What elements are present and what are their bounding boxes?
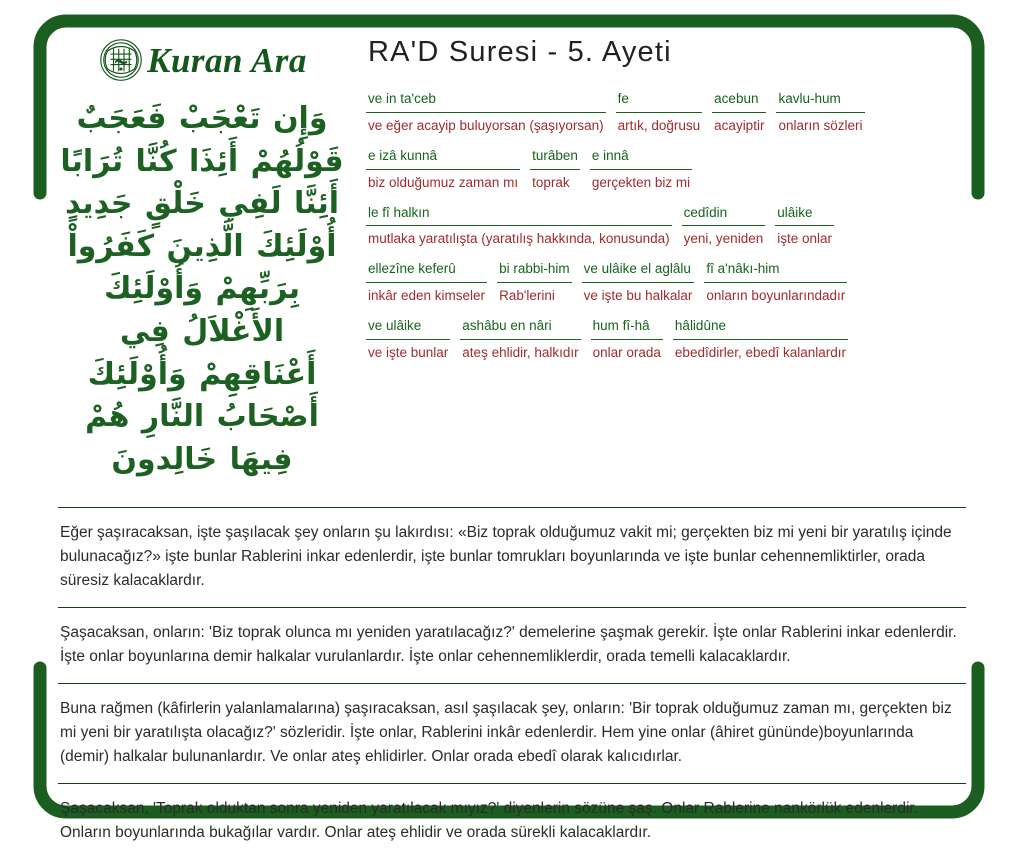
word-meaning: onlar orada [592, 344, 661, 360]
word-cell[interactable] [682, 205, 766, 249]
word-meaning: ateş ehlidir, halkıdır [462, 344, 579, 360]
word-transliteration: fe [616, 91, 703, 113]
arabic-verse-text: وَإِن تَعْجَبْ فَعَجَبٌ قَوْلُهُمْ أَئِذَا كُنَّا تُرَابًا أَئِنَّا لَفِي خَلْقٍ جَدِيدٍ أُوْلَئِكَ الَّذِينَ كَفَرُواْ بِرَبِّهِمْ وَأُوْلَئِكَ الأَغْلاَلُ فِي أَعْنَاقِهِمْ وَأُوْلَئِكَ أَصْحَابُ النَّارِ هُمْ فِيهَا خَالِدونَ [60, 101, 344, 477]
word-transliteration: ve in ta'ceb [366, 91, 606, 113]
word-cell[interactable] [591, 318, 663, 362]
word-by-word-table [366, 91, 972, 362]
word-cell[interactable] [582, 261, 695, 305]
word-cell[interactable] [712, 91, 766, 135]
word-row [366, 205, 972, 249]
word-transliteration: acebun [712, 91, 766, 113]
word-cell[interactable] [366, 205, 672, 249]
word-transliteration: ashâbu en nâri [460, 318, 580, 340]
translation-item [58, 783, 966, 851]
site-logo[interactable] [52, 34, 352, 86]
word-transliteration: e izâ kunnâ [366, 148, 520, 170]
word-meaning: acayiptir [714, 117, 765, 133]
translation-item [58, 607, 966, 683]
word-transliteration: e innâ [590, 148, 692, 170]
word-transliteration: fî a'nâkı-him [704, 261, 847, 283]
word-transliteration: cedîdin [682, 205, 766, 227]
word-transliteration: kavlu-hum [776, 91, 864, 113]
word-meaning: inkâr eden kimseler [368, 288, 486, 304]
word-cell[interactable] [590, 148, 692, 192]
word-transliteration: turâben [530, 148, 580, 170]
word-transliteration: hâlidûne [673, 318, 848, 340]
translation-text: Şaşacaksan, onların: 'Biz toprak olunca mı yeniden yaratılacağız?' demelerine şaşmak gerekir. İşte onlar Rablerini inkar edenlerdir. İşte onlar boyunlarına demir halkalar vurulanlardır. İşte onlar cehennemliklerdir, orada temelli kalacaklardır. [60, 624, 957, 666]
word-cell[interactable] [775, 205, 834, 249]
word-transliteration: ve ulâike el aglâlu [582, 261, 695, 283]
word-cell[interactable] [366, 148, 520, 192]
word-row [366, 148, 972, 192]
page-title: RA'D Suresi - 5. Ayeti [368, 36, 672, 68]
word-row [366, 318, 972, 362]
word-meaning: ebedîdirler, ebedî kalanlardır [674, 344, 847, 360]
word-meaning: ve işte bunlar [368, 344, 449, 360]
word-meaning: işte onlar [777, 231, 832, 247]
word-meaning: artık, doğrusu [617, 117, 701, 133]
word-row [366, 91, 972, 135]
word-meaning: Rab'lerini [499, 288, 555, 304]
translation-text: Şaşacaksan, 'Toprak olduktan sonra yeniden yaratılacak mıyız?' diyenlerin sözüne şaş. Onlar Rablerine nankörlük edenlerdir. Onların boyunlarında bukağılar vardır. Onlar ateş ehlidir ve orada sürekli kalacaklardır. [60, 800, 919, 842]
word-transliteration: hum fî-hâ [591, 318, 663, 340]
word-cell[interactable] [776, 91, 864, 135]
word-cell[interactable] [616, 91, 703, 135]
word-meaning: yeni, yeniden [683, 231, 764, 247]
word-cell[interactable] [704, 261, 847, 305]
word-meaning: onların boyunlarındadır [706, 288, 846, 304]
word-cell[interactable] [530, 148, 580, 192]
word-meaning: gerçekten biz mi [591, 174, 691, 190]
word-transliteration: ellezîne keferû [366, 261, 487, 283]
word-cell[interactable] [673, 318, 848, 362]
word-row [366, 261, 972, 305]
word-meaning: ve eğer acayip buluyorsan (şaşıyorsan) [368, 117, 604, 133]
detail-column [352, 26, 972, 375]
word-meaning: toprak [532, 174, 570, 190]
translation-item [58, 507, 966, 607]
top-region [52, 26, 972, 481]
site-logo-text: Kuran Ara [147, 40, 307, 80]
word-cell[interactable] [366, 318, 450, 362]
translation-text: Buna rağmen (kâfirlerin yalanlamalarına) şaşıracaksan, asıl şaşılacak şey, onların: 'Bir toprak olduğumuz zaman mı, gerçekten biz mi yeni bir yaratılışta olacağız?' sözleridir. İşte onlar, Rablerini inkâr edenlerdir. Hem yine onlar (âhiret gününde)boyunlarında (demir) halkalar bulunanlardır. Ve onlar ateş ehlidirler. Onlar orada ebedî olarak kalıcıdırlar. [60, 700, 952, 766]
word-transliteration: le fî halkın [366, 205, 672, 227]
word-cell[interactable] [460, 318, 580, 362]
word-cell[interactable] [497, 261, 572, 305]
translation-text: Eğer şaşıracaksan, işte şaşılacak şey onların şu lakırdısı: «Biz toprak olduğumuz vakit mi; gerçekten biz mi yeni bir yaratılış içinde bulunacağız?» işte bunlar Rablerini inkar edenlerdir, işte bunlar tomrukları boyunlarında ve işte bunlar cehennemliktirler, orada süresiz kalacaklardır. [60, 524, 952, 590]
word-transliteration: bi rabbi-him [497, 261, 572, 283]
word-cell[interactable] [366, 91, 606, 135]
translation-item [58, 683, 966, 783]
verse-column [52, 26, 352, 481]
word-meaning: ve işte bu halkalar [583, 288, 693, 304]
word-transliteration: ulâike [775, 205, 834, 227]
word-meaning: mutlaka yaratılışta (yaratılış hakkında, konusunda) [368, 231, 670, 247]
word-meaning: onların sözleri [778, 117, 863, 133]
quran-ornament-icon [97, 36, 145, 84]
translations-list [52, 507, 972, 851]
word-meaning: biz olduğumuz zaman mı [368, 174, 519, 190]
word-transliteration: ve ulâike [366, 318, 450, 340]
word-cell[interactable] [366, 261, 487, 305]
